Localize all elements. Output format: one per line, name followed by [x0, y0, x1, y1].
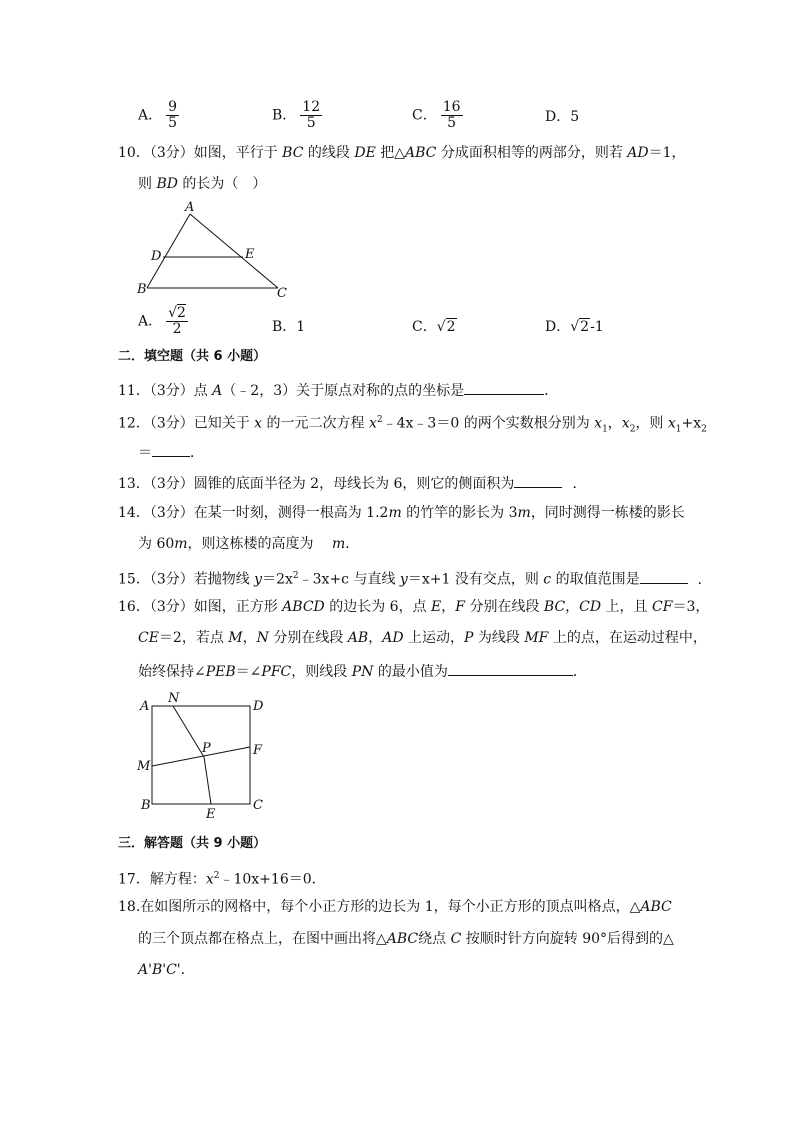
- section-fill-in-heading: 二．填空题（共 6 小题）: [118, 349, 267, 364]
- q10-option-d: D．√2-1: [545, 319, 604, 335]
- label-n: N: [168, 691, 180, 706]
- label-f: F: [253, 743, 263, 758]
- q14-line1: 14．（3分）在某一时刻，测得一根高为 1.2m 的竹竿的影长为 3m，同时测得一栋楼的影长: [118, 505, 685, 521]
- label-m: M: [137, 759, 151, 774]
- label-b: B: [137, 282, 147, 297]
- q11-blank[interactable]: [464, 380, 544, 395]
- q10-line1: 10．（3分）如图，平行于 BC 的线段 DE 把△ABC 分成面积相等的两部分，则若 AD＝1，: [118, 145, 686, 161]
- square-abcd: [152, 706, 250, 804]
- label-d: D: [151, 249, 162, 264]
- q15: 15．（3分）若抛物线 $y=2x^2﹣3x+c$ 与直线 y＝x+1 没有交点，则 c 的取值范围是 ．: [118, 567, 712, 589]
- label-a: A: [185, 200, 195, 215]
- q10-option-a: A． $\frac{√2}{2}$: [138, 305, 186, 337]
- q11: 11．（3分）点 A（﹣2，3）关于原点对称的点的坐标是 ．: [118, 380, 558, 400]
- label-c: C: [253, 798, 263, 813]
- q9-option-d: D．5: [545, 109, 580, 125]
- q12-blank[interactable]: [152, 442, 190, 457]
- side-ac: [190, 214, 278, 288]
- q17: 17．解方程：$x^2﹣10x+16=0$．: [118, 871, 326, 888]
- q18-line3: A'B'C'．: [138, 962, 195, 978]
- q9-option-c: C． $\frac{16}{5}$: [412, 99, 461, 131]
- q16-line3: 始终保持∠PEB＝∠PFC，则线段 PN 的最小值为 ．: [138, 661, 587, 681]
- label-e: E: [245, 247, 255, 262]
- label-e: E: [206, 807, 216, 822]
- q16-line1: 16．（3分）如图，正方形 ABCD 的边长为 6，点 E，F 分别在线段 BC，CD 上，且 CF＝3，: [118, 599, 710, 615]
- label-b: B: [141, 798, 151, 813]
- q18-line1: 18.在如图所示的网格中，每个小正方形的边长为 1，每个小正方形的顶点叫格点，△ABC: [118, 899, 672, 915]
- q16-square-figure: [132, 690, 277, 825]
- q10-option-c: C．√2: [412, 319, 456, 335]
- q16-blank[interactable]: [448, 661, 573, 676]
- q10-triangle-figure: [130, 198, 300, 302]
- label-c: C: [277, 286, 287, 301]
- q13-blank[interactable]: [514, 473, 562, 488]
- q14-line2: 为 60m，则这栋楼的高度为 m．: [138, 536, 360, 552]
- label-p: P: [202, 741, 211, 756]
- segment-pe: [204, 757, 211, 804]
- q12-line2: ＝ ．: [138, 442, 204, 462]
- q18-line2: 的三个顶点都在格点上，在图中画出将△ABC绕点 C 按顺时针方向旋转 90°后得到的△: [138, 931, 674, 947]
- q10-line2: 则 BD 的长为（ ）: [138, 176, 267, 192]
- label-d: D: [253, 699, 264, 714]
- segment-mf: [152, 747, 250, 766]
- q9-option-b: B． $\frac{12}{5}$: [272, 99, 321, 131]
- segment-np: [173, 706, 204, 757]
- q10-option-b: B．1: [272, 319, 306, 335]
- q16-line2: CE＝2，若点 M，N 分别在线段 AB，AD 上运动，P 为线段 MF 上的点，在运动过程中，: [138, 630, 707, 646]
- q9-option-a: A． $\frac{9}{5}$: [138, 99, 178, 131]
- q15-blank[interactable]: [640, 569, 688, 584]
- q12-line1: 12．（3分）已知关于 x 的一元二次方程 $x^2﹣4x﹣3=0$ 的两个实数根分别为 $x_1$，$x_2$，则 $x_1+x_2$: [118, 415, 707, 435]
- label-a: A: [140, 699, 150, 714]
- q13: 13．（3分）圆锥的底面半径为 2，母线长为 6，则它的侧面积为 ．: [118, 473, 586, 493]
- section-answer-heading: 三．解答题（共 9 小题）: [118, 836, 267, 851]
